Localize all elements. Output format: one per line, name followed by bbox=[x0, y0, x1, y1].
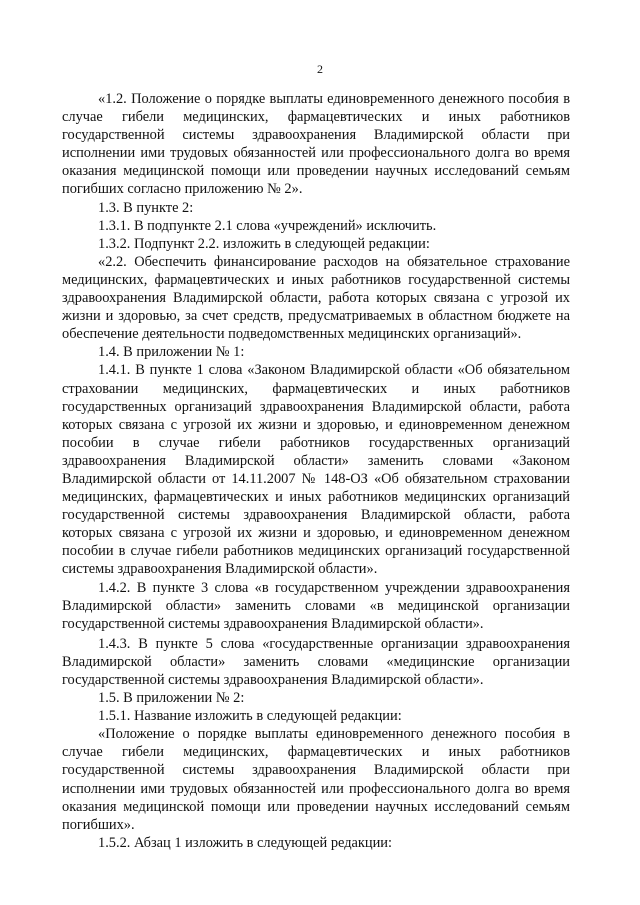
document-body bbox=[62, 90, 570, 852]
paragraph-1-5-2: 1.5.2. Абзац 1 изложить в следующей редакции: bbox=[98, 834, 393, 851]
paragraph-1-5-1: 1.5.1. Название изложить в следующей редакции: bbox=[98, 708, 402, 725]
paragraph-1-4: 1.4. В приложении № 1: bbox=[98, 344, 245, 361]
paragraph-1-4-2: 1.4.2. В пункте 3 слова «в государственном учреждении здравоохранения Владимирской области» заменить словами «в медицинской организации государственной системы здравоохранения Владимирской области». bbox=[62, 579, 570, 632]
paragraph-1-3: 1.3. В пункте 2: bbox=[98, 199, 194, 216]
paragraph-2-2-quote: «2.2. Обеспечить финансирование расходов на обязательное страхование медицинских, фармацевтических и иных работников государственной системы здравоохранения Владимирской области, работа которых связана с угрозой их жизни и здоровью, за счет средств, предусматриваемых в областном бюджете на обеспечение деятельности подведомственных медицинских организаций». bbox=[62, 253, 570, 343]
paragraph-1-3-1: 1.3.1. В подпункте 2.1 слова «учреждений» исключить. bbox=[98, 217, 437, 234]
paragraph-title-quote: «Положение о порядке выплаты единовременного денежного пособия в случае гибели медицинских, фармацевтических и иных работников государственной системы здравоохранения Владимирской области при исполнении ими трудовых обязанностей или профессионального долга во время оказания медицинской помощи или проведении научных исследований семьям погибших». bbox=[62, 726, 570, 833]
page-number: 2 bbox=[317, 62, 323, 76]
paragraph-1-5: 1.5. В приложении № 2: bbox=[98, 690, 245, 707]
paragraph-1-2: «1.2. Положение о порядке выплаты единовременного денежного пособия в случае гибели медицинских, фармацевтических и иных работников государственной системы здравоохранения Владимирской области при исполнении ими трудовых обязанностей или профессионального долга во время оказания медицинской помощи или проведении научных исследований семьям погибших согласно приложению № 2». bbox=[62, 91, 570, 198]
paragraph-1-3-2: 1.3.2. Подпункт 2.2. изложить в следующей редакции: bbox=[98, 235, 430, 252]
paragraph-1-4-3: 1.4.3. В пункте 5 слова «государственные организации здравоохранения Владимирской области» заменить словами «медицинские организации государственной системы здравоохранения Владимирской области». bbox=[62, 635, 570, 688]
paragraph-1-4-1: 1.4.1. В пункте 1 слова «Законом Владимирской области «Об обязательном страховании медицинских, фармацевтических и иных работников государственных организаций здравоохранения Владимирской области, работа которых связана с угрозой их жизни и здоровью, и единовременном денежном пособии в случае гибели работников государственных организаций здравоохранения Владимирской области» заменить словами «Законом Владимирской области от 14.11.2007 № 148-ОЗ «Об обязательном страховании медицинских, фармацевтических и иных работников медицинских организаций государственной системы здравоохранения Владимирской области, работа которых связана с угрозой их жизни и здоровью, и единовременном денежном пособии в случае гибели работников медицинских организаций государственной системы здравоохранения Владимирской области». bbox=[62, 362, 570, 578]
